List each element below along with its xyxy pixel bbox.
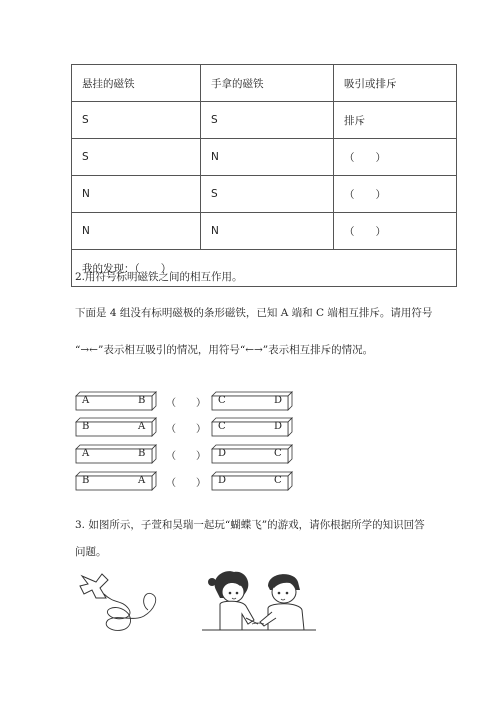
pole-label: D (274, 421, 283, 432)
pole-label: C (218, 395, 226, 406)
magnet-bar-right (212, 418, 298, 436)
table-row (72, 139, 457, 176)
answer-blank[interactable]: （ ） (166, 451, 206, 462)
pole-label: C (274, 448, 282, 459)
table-row (72, 213, 457, 250)
question-3-line-2: 问题。 (75, 546, 107, 558)
magnet-bar-left (76, 472, 162, 490)
pole-label: B (138, 448, 146, 459)
girl-figure (208, 571, 258, 630)
magnet-bar-left (76, 418, 162, 436)
pole-label: D (274, 395, 283, 406)
pole-label: B (82, 475, 90, 486)
table-header-row (72, 65, 457, 102)
question-2-title: 2.用符号标明磁铁之间的相互作用。 (75, 271, 243, 283)
boy-figure (260, 574, 304, 630)
pole-label: A (82, 395, 90, 406)
pole-label: D (218, 475, 227, 486)
string-line (104, 593, 156, 630)
cell-result-blank[interactable]: （ ） (334, 213, 457, 250)
magnet-bar-right (212, 472, 298, 490)
cell-hanging: N (72, 176, 201, 213)
pole-label: A (82, 448, 90, 459)
cell-result: 排斥 (334, 102, 457, 139)
results-table (71, 64, 457, 287)
cell-hanging: N (72, 213, 201, 250)
pole-label: A (138, 475, 146, 486)
question-3-line-1: 3. 如图所示，子萱和昊瑞一起玩“蝴蝶飞”的游戏，请你根据所学的知识回答 (75, 519, 425, 531)
header-hanging-magnet: 悬挂的磁铁 (72, 65, 201, 102)
cell-hanging: S (72, 139, 201, 176)
cell-hanging: S (72, 102, 201, 139)
cell-result-blank[interactable]: （ ） (334, 176, 457, 213)
pole-label: D (218, 448, 227, 459)
magnet-bar-right (212, 392, 298, 410)
magnet-bar-right (212, 445, 298, 463)
table-row (72, 102, 457, 139)
question-2-line-2: “→←”表示相互吸引的情况，用符号“←→”表示相互排斥的情况。 (75, 344, 374, 356)
cell-handheld: N (201, 213, 334, 250)
my-finding[interactable]: 我的发现：（ ） (72, 250, 457, 287)
header-handheld-magnet: 手拿的磁铁 (201, 65, 334, 102)
magnet-bar-left (76, 445, 162, 463)
pole-label: B (138, 395, 146, 406)
header-attract-repel: 吸引或排斥 (334, 65, 457, 102)
pole-label: A (138, 421, 146, 432)
table-row (72, 176, 457, 213)
children-illustration (202, 568, 316, 636)
butterfly-string-illustration (74, 570, 174, 642)
cell-handheld: N (201, 139, 334, 176)
answer-blank[interactable]: （ ） (166, 424, 206, 435)
cell-handheld: S (201, 102, 334, 139)
pole-label: C (274, 475, 282, 486)
magnet-bar-left (76, 392, 162, 410)
question-2-line-1: 下面是 4 组没有标明磁极的条形磁铁，已知 A 端和 C 端相互排斥。请用符号 (75, 307, 433, 319)
answer-blank[interactable]: （ ） (166, 478, 206, 489)
pole-label: B (82, 421, 90, 432)
pole-label: C (218, 421, 226, 432)
answer-blank[interactable]: （ ） (166, 398, 206, 409)
cell-result-blank[interactable]: （ ） (334, 139, 457, 176)
cell-handheld: S (201, 176, 334, 213)
